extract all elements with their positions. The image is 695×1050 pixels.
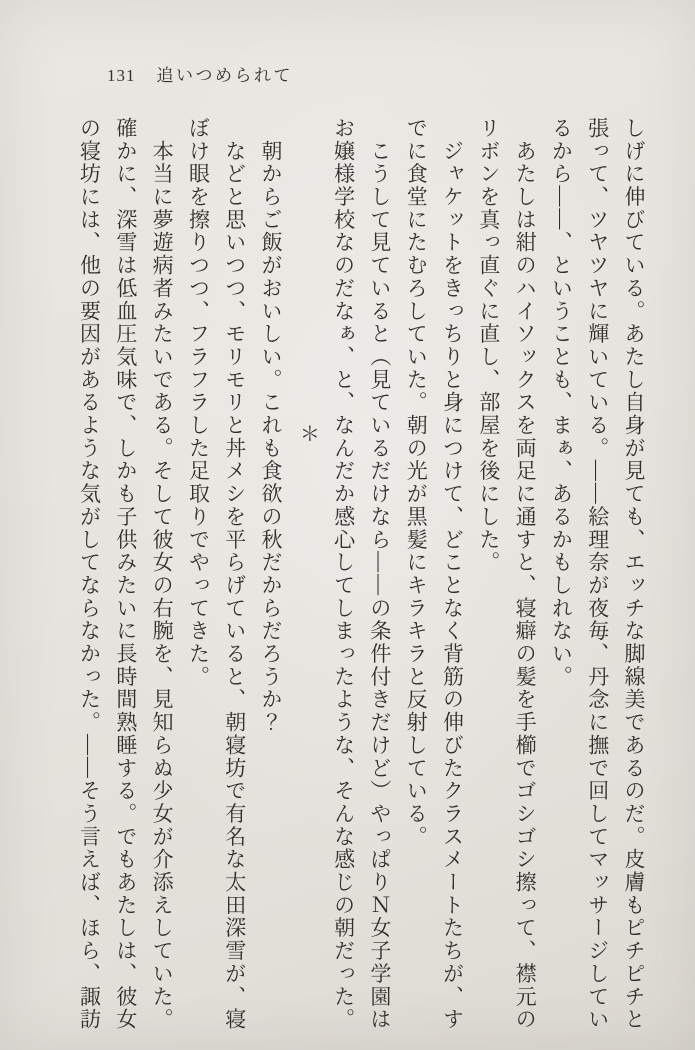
page-header [107, 61, 293, 86]
scene-break-separator: ＊ [296, 423, 319, 443]
text-column: あたしは紺のハイソックスを両足に通すと、寝癖の髪を手櫛でゴシゴシ擦って、襟元の [513, 117, 538, 1031]
text-column: 本当に夢遊病者みたいである。そして彼女の右腕を、見知らぬ少女が介添えしていた。 [150, 117, 175, 1031]
text-column: の寝坊には、他の要因があるような気がしてならなかった。――そう言えば、ほら、諏訪 [77, 117, 102, 1031]
text-column: リボンを真っ直ぐに直し、部屋を後にした。 [476, 117, 501, 574]
text-column: しげに伸びている。あたし自身が見ても、エッチな脚線美であるのだ。皮膚もピチピチと [622, 117, 646, 1031]
text-column: るから――、ということも、まぁ、あるかもしれない。 [549, 117, 574, 689]
text-column: お嬢様学校なのだなぁ、と、なんだか感心してしまったような、そんな感じの朝だった。 [331, 117, 356, 1031]
vertical-text-body [70, 117, 652, 1039]
text-column: でに食堂にたむろしていた。朝の光が黒髪にキラキラと反射している。 [404, 117, 429, 849]
text-column: ジャケットをきっちりと身につけて、どことなく背筋の伸びたクラスメートたちが、す [440, 117, 465, 1031]
text-column: こうして見ていると（見ているだけなら――の条件付きだけど）やっぱりＮ女子学園は [367, 117, 392, 1031]
page-number: 131 [107, 66, 136, 85]
text-column: 朝からご飯がおいしい。これも食欲の秋だからだろうか？ [259, 117, 284, 734]
text-column: 確かに、深雪は低血圧気味で、しかも子供みたいに長時間熟睡する。でもあたしは、彼女 [113, 117, 138, 1031]
text-column: 張って、ツヤツヤに輝いている。――絵理奈が夜毎、丹念に撫で回してマッサージしてい [585, 117, 610, 1031]
chapter-title: 追いつめられて [156, 66, 293, 85]
text-column: ぼけ眼を擦りつつ、フラフラした足取りでやってきた。 [186, 117, 211, 689]
text-column: などと思いつつ、モリモリと丼メシを平らげていると、朝寝坊で有名な太田深雪が、寝 [222, 117, 247, 1031]
